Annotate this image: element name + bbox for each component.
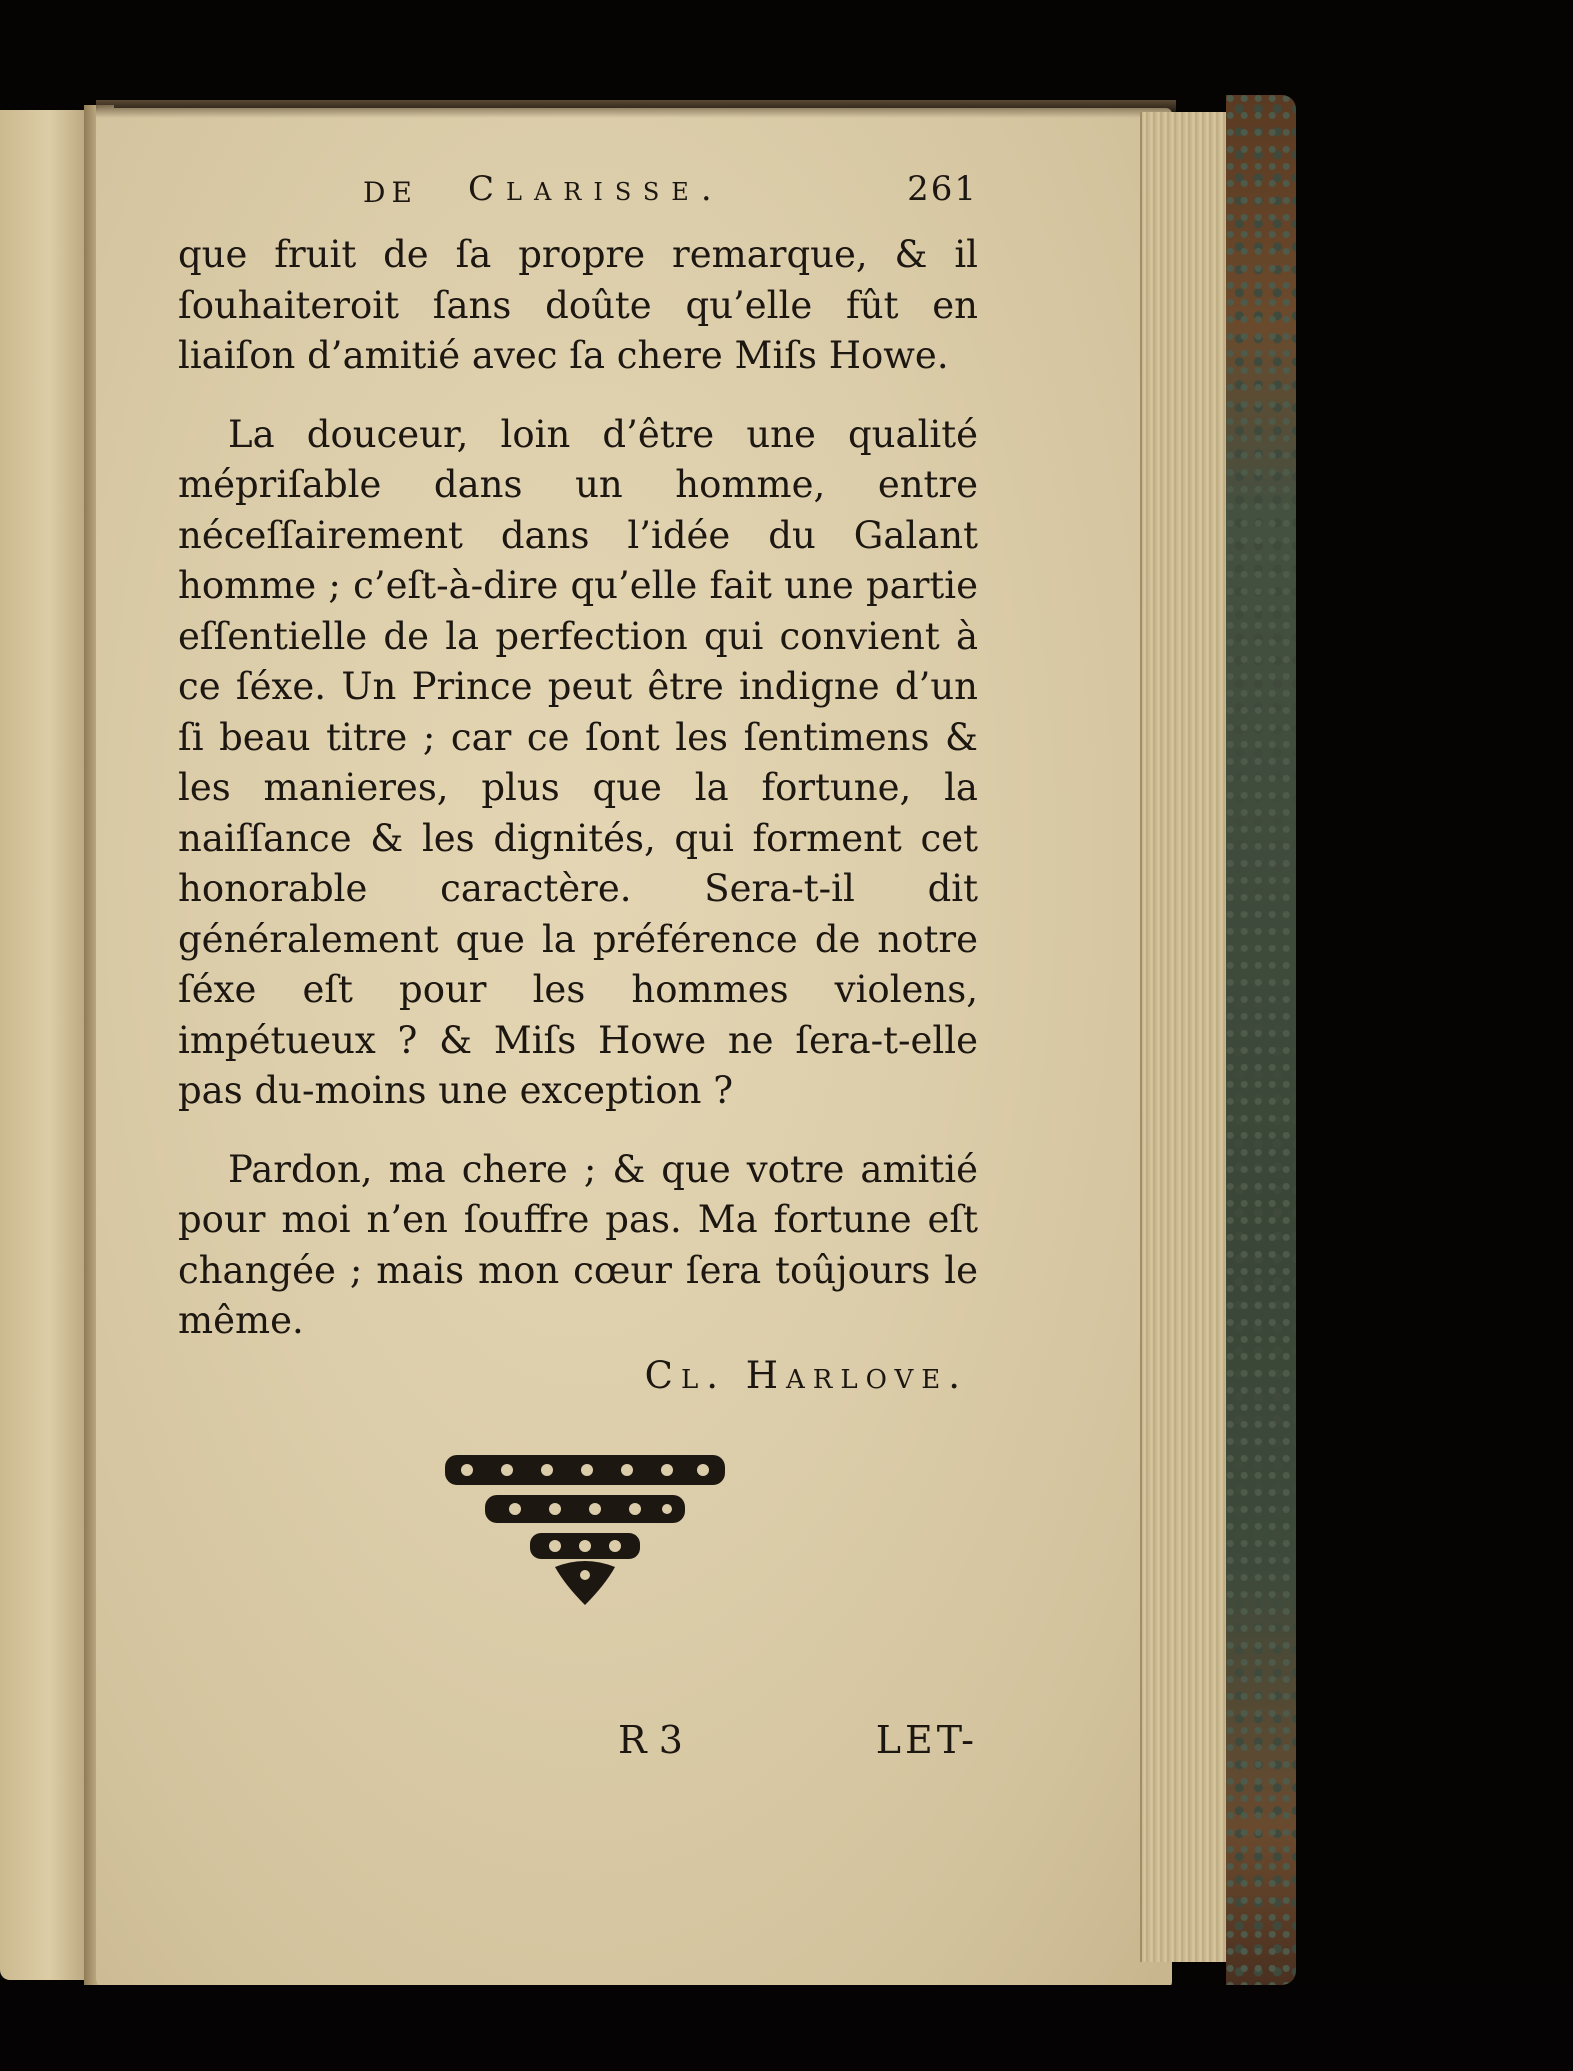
page-fore-edges [1140, 112, 1232, 1962]
letter-signature: Cl. Harlove. [644, 1353, 968, 1397]
printers-ornament-tailpiece [445, 1455, 725, 1615]
paragraph-3: Pardon, ma chere ; & que votre amitié pour moi n’en ſouffre pas. Ma fortune eſt changée ; mais mon cœur ſera toûjours le même. [178, 1147, 978, 1342]
running-head-de: DE [363, 176, 418, 209]
catchword: LET- [875, 1718, 978, 1762]
page-footer [178, 1718, 978, 1768]
paragraph-2: La douceur, loin d’être une qualité mépriſable dans un homme, entre néceſſairement dans l’idée du Galant homme ; c’eſt-à-dire qu’elle fait une partie eſſentielle de la perfection qui convient à ce ſéxe. Un Prince peut être indigne d’un ſi beau titre ; car ce ſont les ſentimens & les manieres, plus que la fortune, la naiſſance & les dignités, qui forment cet honorable caractère. Sera-t-il dit généralement que la préférence de notre ſéxe eſt pour les hommes violens, impétueux ? & Miſs Howe ne ſera-t-elle pas du-moins une exception ? [178, 412, 978, 1112]
page-number: 261 [907, 169, 978, 209]
signature-mark: R 3 [618, 1718, 683, 1762]
paragraph-1: que fruit de ſa propre remarque, & il ſouhaiteroit ſans doûte qu’elle fût en liaiſon d’amitié avec ſa chere Miſs Howe. [178, 233, 978, 377]
book-cover-board [1226, 95, 1296, 1985]
page-top-shadow [96, 100, 1176, 118]
running-head-title: Clarisse. [468, 169, 724, 209]
text-block [178, 168, 978, 1401]
left-page-edge [0, 110, 90, 1980]
background-shadow [0, 1985, 1573, 2071]
running-head [178, 168, 978, 226]
